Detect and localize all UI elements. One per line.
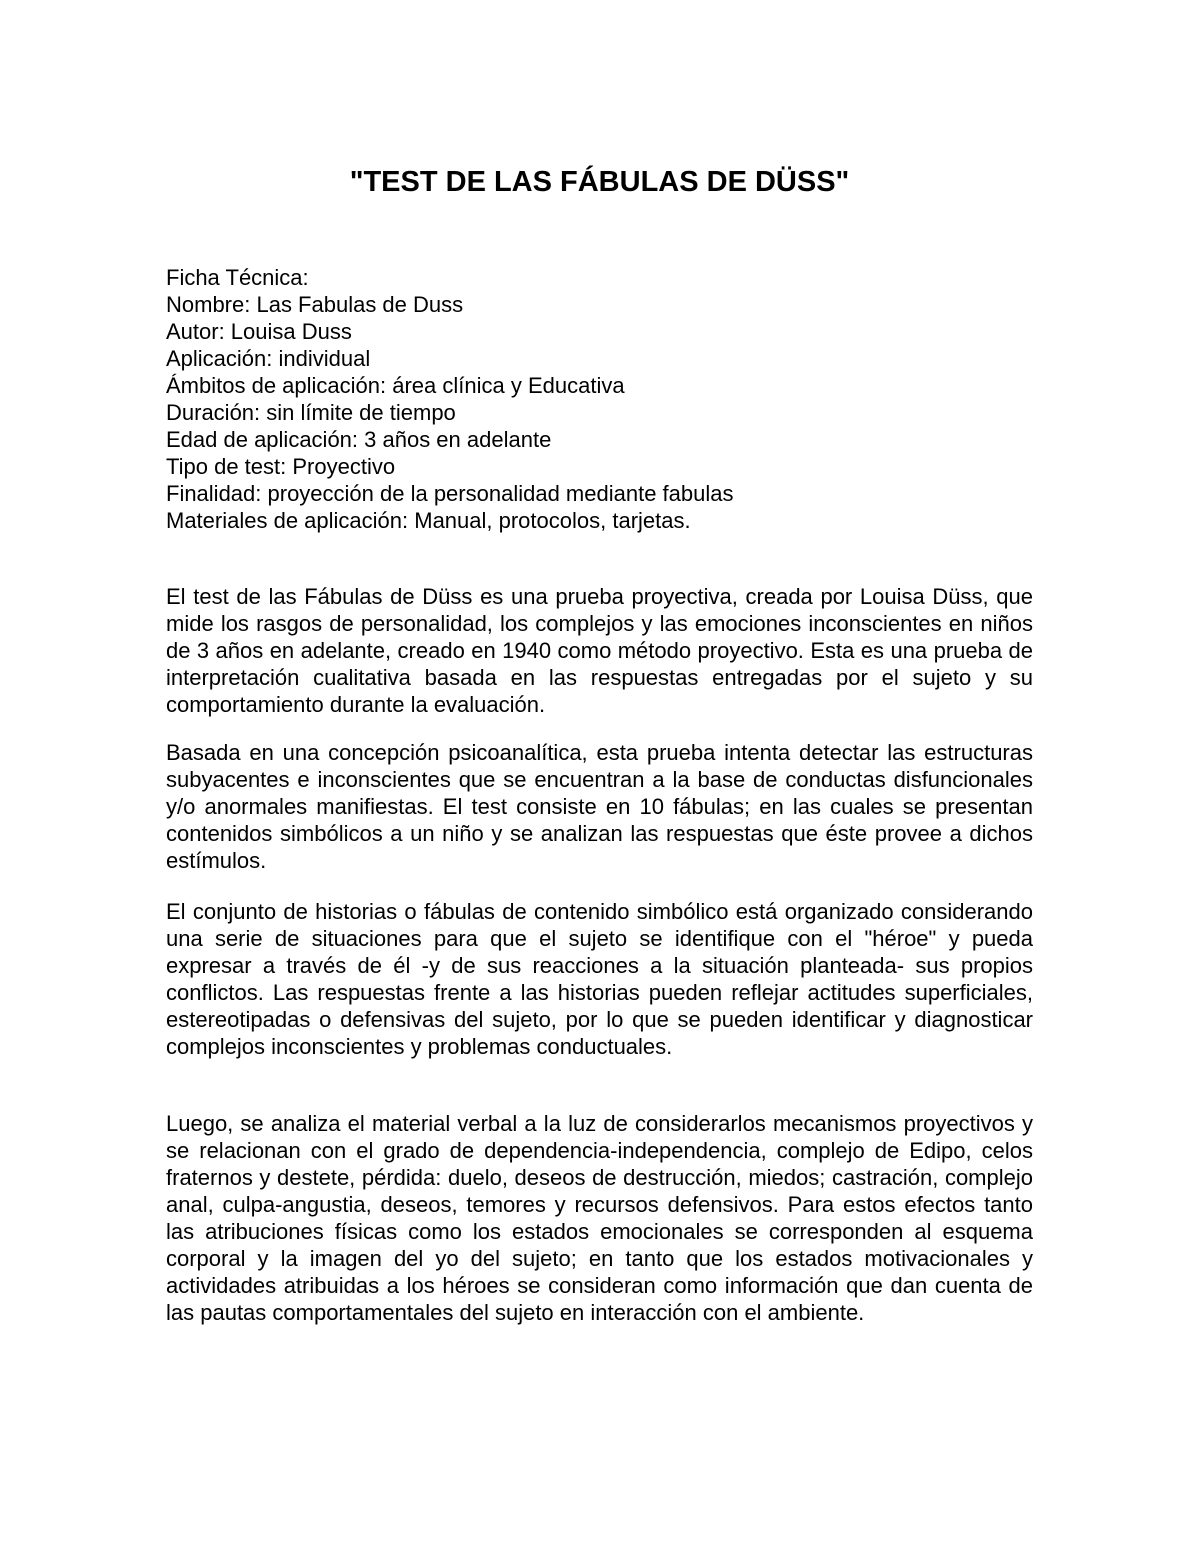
paragraph-concepcion: Basada en una concepción psicoanalítica, esta prueba intenta detectar las estructuras subyacentes e inconscientes que se encuentran a la base de conductas disfuncionales y/o anormales manifiestas. El test consiste en 10 fábulas; en las cuales se presentan contenidos simbólicos a un niño y se analizan las respuestas que éste provee a dichos estímulos. [166,740,1033,873]
ficha-finalidad: Finalidad: proyección de la personalidad mediante fabulas [166,481,734,506]
ficha-autor: Autor: Louisa Duss [166,319,352,344]
document-page [166,0,1033,1553]
paragraph-intro: El test de las Fábulas de Düss es una prueba proyectiva, creada por Louisa Düss, que mide los rasgos de personalidad, los complejos y las emociones inconscientes en niños de 3 años en adelante, creado en 1940 como método proyectivo. Esta es una prueba de interpretación cualitativa basada en las respuestas entregadas por el sujeto y su comportamiento durante la evaluación. [166,584,1033,717]
ficha-materiales: Materiales de aplicación: Manual, protocolos, tarjetas. [166,508,691,533]
paragraph-analisis: Luego, se analiza el material verbal a la luz de considerarlos mecanismos proyectivos y se relacionan con el grado de dependencia-independencia, complejo de Edipo, celos fraternos y destete, pérdida: duelo, deseos de destrucción, miedos; castración, complejo anal, culpa-angustia, deseos, temores y recursos defensivos. Para estos efectos tanto las atribuciones físicas como los estados emocionales se corresponden al esquema corporal y la imagen del yo del sujeto; en tanto que los estados motivacionales y actividades atribuidas a los héroes se consideran como información que dan cuenta de las pautas comportamentales del sujeto en interacción con el ambiente. [166,1111,1033,1325]
ficha-heading: Ficha Técnica: [166,265,309,290]
ficha-ambitos: Ámbitos de aplicación: área clínica y Educativa [166,373,625,398]
ficha-duracion: Duración: sin límite de tiempo [166,400,456,425]
ficha-tecnica [166,264,1033,534]
paragraph-historias: El conjunto de historias o fábulas de contenido simbólico está organizado considerando una serie de situaciones para que el sujeto se identifique con el "héroe" y pueda expresar a través de él -y de sus reacciones a la situación planteada- sus propios conflictos. Las respuestas frente a las historias pueden reflejar actitudes superficiales, estereotipadas o defensivas del sujeto, por lo que se pueden identificar y diagnosticar complejos inconscientes y problemas conductuales. [166,899,1033,1059]
ficha-tipo: Tipo de test: Proyectivo [166,454,396,479]
ficha-nombre: Nombre: Las Fabulas de Duss [166,292,464,317]
ficha-aplicacion: Aplicación: individual [166,346,371,371]
ficha-edad: Edad de aplicación: 3 años en adelante [166,427,552,452]
document-title: "TEST DE LAS FÁBULAS DE DÜSS" [349,166,850,198]
